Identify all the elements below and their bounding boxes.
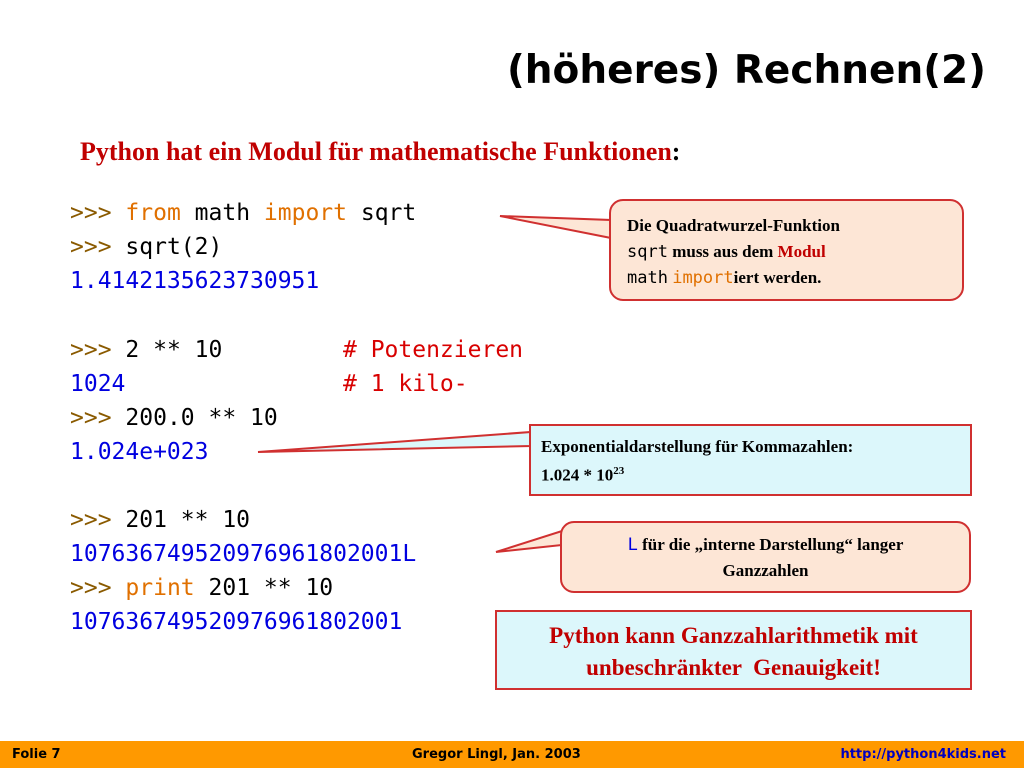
code-line-1 [70, 198, 416, 228]
prompt: >>> [70, 337, 112, 363]
callout-sqrt-line-1: Die Quadratwurzel-Funktion [627, 216, 840, 235]
callout-precision-line-2: unbeschränkter Genauigkeit! [586, 655, 881, 680]
footer-author: Gregor Lingl, Jan. 2003 [412, 747, 581, 762]
prompt: >>> [70, 200, 112, 226]
import-name: sqrt [360, 200, 417, 226]
code-sqrt: sqrt [627, 242, 668, 262]
callout-exp-line-1: Exponentialdarstellung für Kommazahlen: [541, 437, 854, 456]
code-output-print: 107636749520976961802001 [70, 609, 403, 635]
callout-sqrt-line-3 [627, 265, 952, 291]
callout-exp-line-2 [541, 459, 962, 488]
pointer-exp [258, 432, 531, 452]
module-name: math [194, 200, 251, 226]
subtitle-text: Python hat ein Modul für mathematische Funktionen [80, 137, 672, 166]
pointer-long [496, 531, 562, 552]
callout-modul: Modul [777, 242, 826, 261]
code-line-6 [70, 403, 278, 433]
subtitle-colon: : [671, 137, 681, 166]
code-input: 200.0 ** 10 [125, 405, 278, 431]
keyword-from: from [125, 200, 181, 226]
callout-exp-sup: 23 [613, 465, 625, 477]
callout-long-int [560, 521, 971, 593]
callout-exp-base: 1.024 * 10 [541, 465, 614, 485]
callout-precision-line-1: Python kann Ganzzahlarithmetik mit [549, 623, 918, 648]
footer-bar [0, 741, 1024, 768]
footer-slide-number: Folie 7 [12, 747, 61, 762]
code-output-long: 107636749520976961802001L [70, 541, 417, 567]
code-input: 201 ** 10 [208, 575, 334, 601]
callout-exponential [529, 424, 972, 496]
prompt: >>> [70, 405, 112, 431]
callout-sqrt [609, 199, 964, 301]
callout-sqrt-text: muss aus dem [667, 242, 778, 261]
code-line-4 [70, 335, 222, 365]
code-input: 201 ** 10 [125, 507, 251, 533]
prompt: >>> [70, 507, 112, 533]
callout-long-line-2: Ganzzahlen [722, 561, 809, 580]
pointer-sqrt [500, 216, 611, 238]
callout-precision [495, 610, 972, 690]
code-import: import [672, 268, 734, 288]
code-L: L [627, 535, 638, 555]
code-comment-kilo: # 1 kilo- [343, 371, 468, 397]
callout-long-line-1 [572, 532, 959, 558]
code-line-2 [70, 232, 222, 262]
keyword-import: import [263, 200, 347, 226]
code-comment-potenzieren: # Potenzieren [343, 337, 524, 363]
callout-long-text: für die „interne Darstellung“ langer [637, 535, 904, 554]
keyword-print: print [125, 575, 195, 601]
prompt: >>> [70, 575, 112, 601]
code-math: math [627, 268, 668, 288]
code-output-1: 1.4142135623730951 [70, 268, 320, 294]
code-output-exp: 1.024e+023 [70, 439, 209, 465]
callout-sqrt-line-2 [627, 239, 952, 265]
code-input: sqrt(2) [125, 234, 223, 260]
code-line-10 [70, 573, 333, 603]
slide-title: (höheres) Rechnen(2) [506, 48, 986, 93]
prompt: >>> [70, 234, 112, 260]
code-output-1024: 1024 [70, 371, 126, 397]
footer-link[interactable]: http://python4kids.net [840, 747, 1006, 762]
code-input: 2 ** 10 [125, 337, 223, 363]
code-line-8 [70, 505, 250, 535]
callout-sqrt-end: iert werden. [733, 268, 822, 287]
